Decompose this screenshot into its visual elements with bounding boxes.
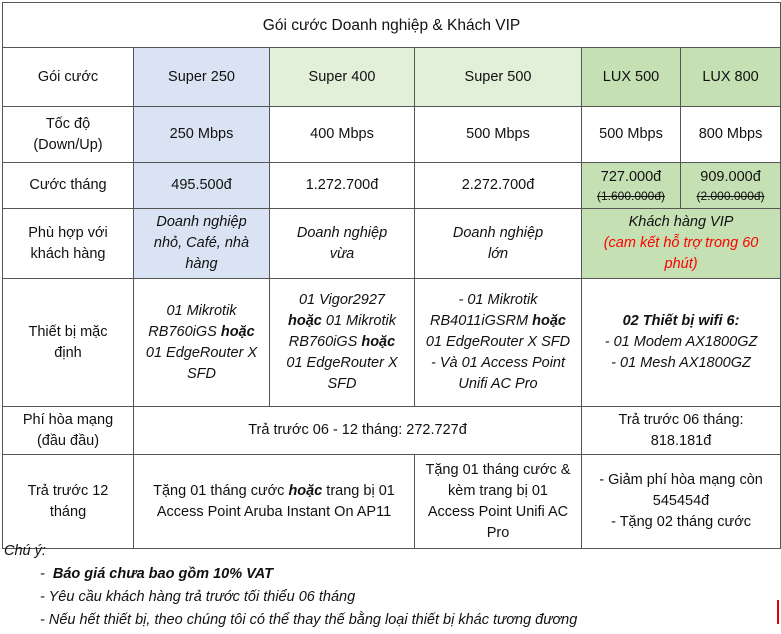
- monthly-super-400: 1.272.700đ: [270, 163, 415, 209]
- red-marker: [777, 600, 779, 624]
- prepay-lux: - Giảm phí hòa mạng còn 545454đ - Tặng 02 tháng cước: [582, 455, 781, 549]
- monthly-label: Cước tháng: [3, 163, 134, 209]
- title-row: [3, 3, 781, 48]
- plan-super-400: Super 400: [270, 48, 415, 107]
- monthly-row: [3, 163, 781, 209]
- notes: [4, 540, 774, 632]
- speed-row: [3, 107, 781, 163]
- device-super-400: 01 Vigor2927 hoặc 01 Mikrotik RB760iGS hoặc 01 EdgeRouter X SFD: [270, 279, 415, 407]
- fit-label: Phù hợp với khách hàng: [3, 209, 134, 279]
- monthly-lux-800: 909.000đ (2.000.000đ): [681, 163, 781, 209]
- header-row: [3, 48, 781, 107]
- speed-super-500: 500 Mbps: [415, 107, 582, 163]
- install-super: Trả trước 06 - 12 tháng: 272.727đ: [134, 407, 582, 455]
- plan-super-250: Super 250: [134, 48, 270, 107]
- monthly-lux-500: 727.000đ (1.600.000đ): [582, 163, 681, 209]
- fit-super-400: Doanh nghiệp vừa: [270, 209, 415, 279]
- fit-super-500: Doanh nghiệp lớn: [415, 209, 582, 279]
- fit-lux: Khách hàng VIP (cam kết hỗ trợ trong 60 phút): [582, 209, 781, 279]
- device-super-250: 01 Mikrotik RB760iGS hoặc 01 EdgeRouter X SFD: [134, 279, 270, 407]
- speed-lux-500: 500 Mbps: [582, 107, 681, 163]
- old-price-lux-500: (1.600.000đ): [596, 189, 666, 203]
- plan-lux-500: LUX 500: [582, 48, 681, 107]
- device-row: [3, 279, 781, 407]
- notes-heading: Chú ý:: [4, 543, 46, 559]
- monthly-super-500: 2.272.700đ: [415, 163, 582, 209]
- install-lux: Trả trước 06 tháng: 818.181đ: [582, 407, 781, 455]
- speed-super-250: 250 Mbps: [134, 107, 270, 163]
- speed-super-400: 400 Mbps: [270, 107, 415, 163]
- old-price-lux-800: (2.000.000đ): [696, 189, 765, 203]
- device-label: Thiết bị mặc định: [3, 279, 134, 407]
- device-super-500: - 01 Mikrotik RB4011iGSRM hoặc 01 EdgeRouter X SFD - Và 01 Access Point Unifi AC Pro: [415, 279, 582, 407]
- prepay-label: Trả trước 12 tháng: [3, 455, 134, 549]
- note-device: - Nếu hết thiết bị, theo chúng tôi có thể thay thế bằng loại thiết bị khác tương đương: [40, 612, 578, 628]
- plan-super-500: Super 500: [415, 48, 582, 107]
- prepay-super: Tặng 01 tháng cước hoặc trang bị 01 Access Point Aruba Instant On AP11: [134, 455, 415, 549]
- pricing-table: [2, 2, 781, 549]
- prepay-row: [3, 455, 781, 549]
- table-title: Gói cước Doanh nghiệp & Khách VIP: [3, 3, 781, 48]
- header-label: Gói cước: [3, 48, 134, 107]
- fit-row: [3, 209, 781, 279]
- prepay-super-500: Tặng 01 tháng cước & kèm trang bị 01 Access Point Unifi AC Pro: [415, 455, 582, 549]
- speed-label: Tốc độ (Down/Up): [3, 107, 134, 163]
- fit-super-250: Doanh nghiệp nhỏ, Café, nhà hàng: [134, 209, 270, 279]
- note-vat: - Báo giá chưa bao gồm 10% VAT: [40, 566, 273, 582]
- note-prepay: - Yêu cầu khách hàng trả trước tối thiểu 06 tháng: [40, 589, 356, 605]
- device-lux: 02 Thiết bị wifi 6: - 01 Modem AX1800GZ - 01 Mesh AX1800GZ: [582, 279, 781, 407]
- plan-lux-800: LUX 800: [681, 48, 781, 107]
- speed-lux-800: 800 Mbps: [681, 107, 781, 163]
- monthly-super-250: 495.500đ: [134, 163, 270, 209]
- install-row: [3, 407, 781, 455]
- install-label: Phí hòa mạng (đầu đầu): [3, 407, 134, 455]
- lux-commit-text: (cam kết hỗ trợ trong 60 phút): [603, 235, 759, 272]
